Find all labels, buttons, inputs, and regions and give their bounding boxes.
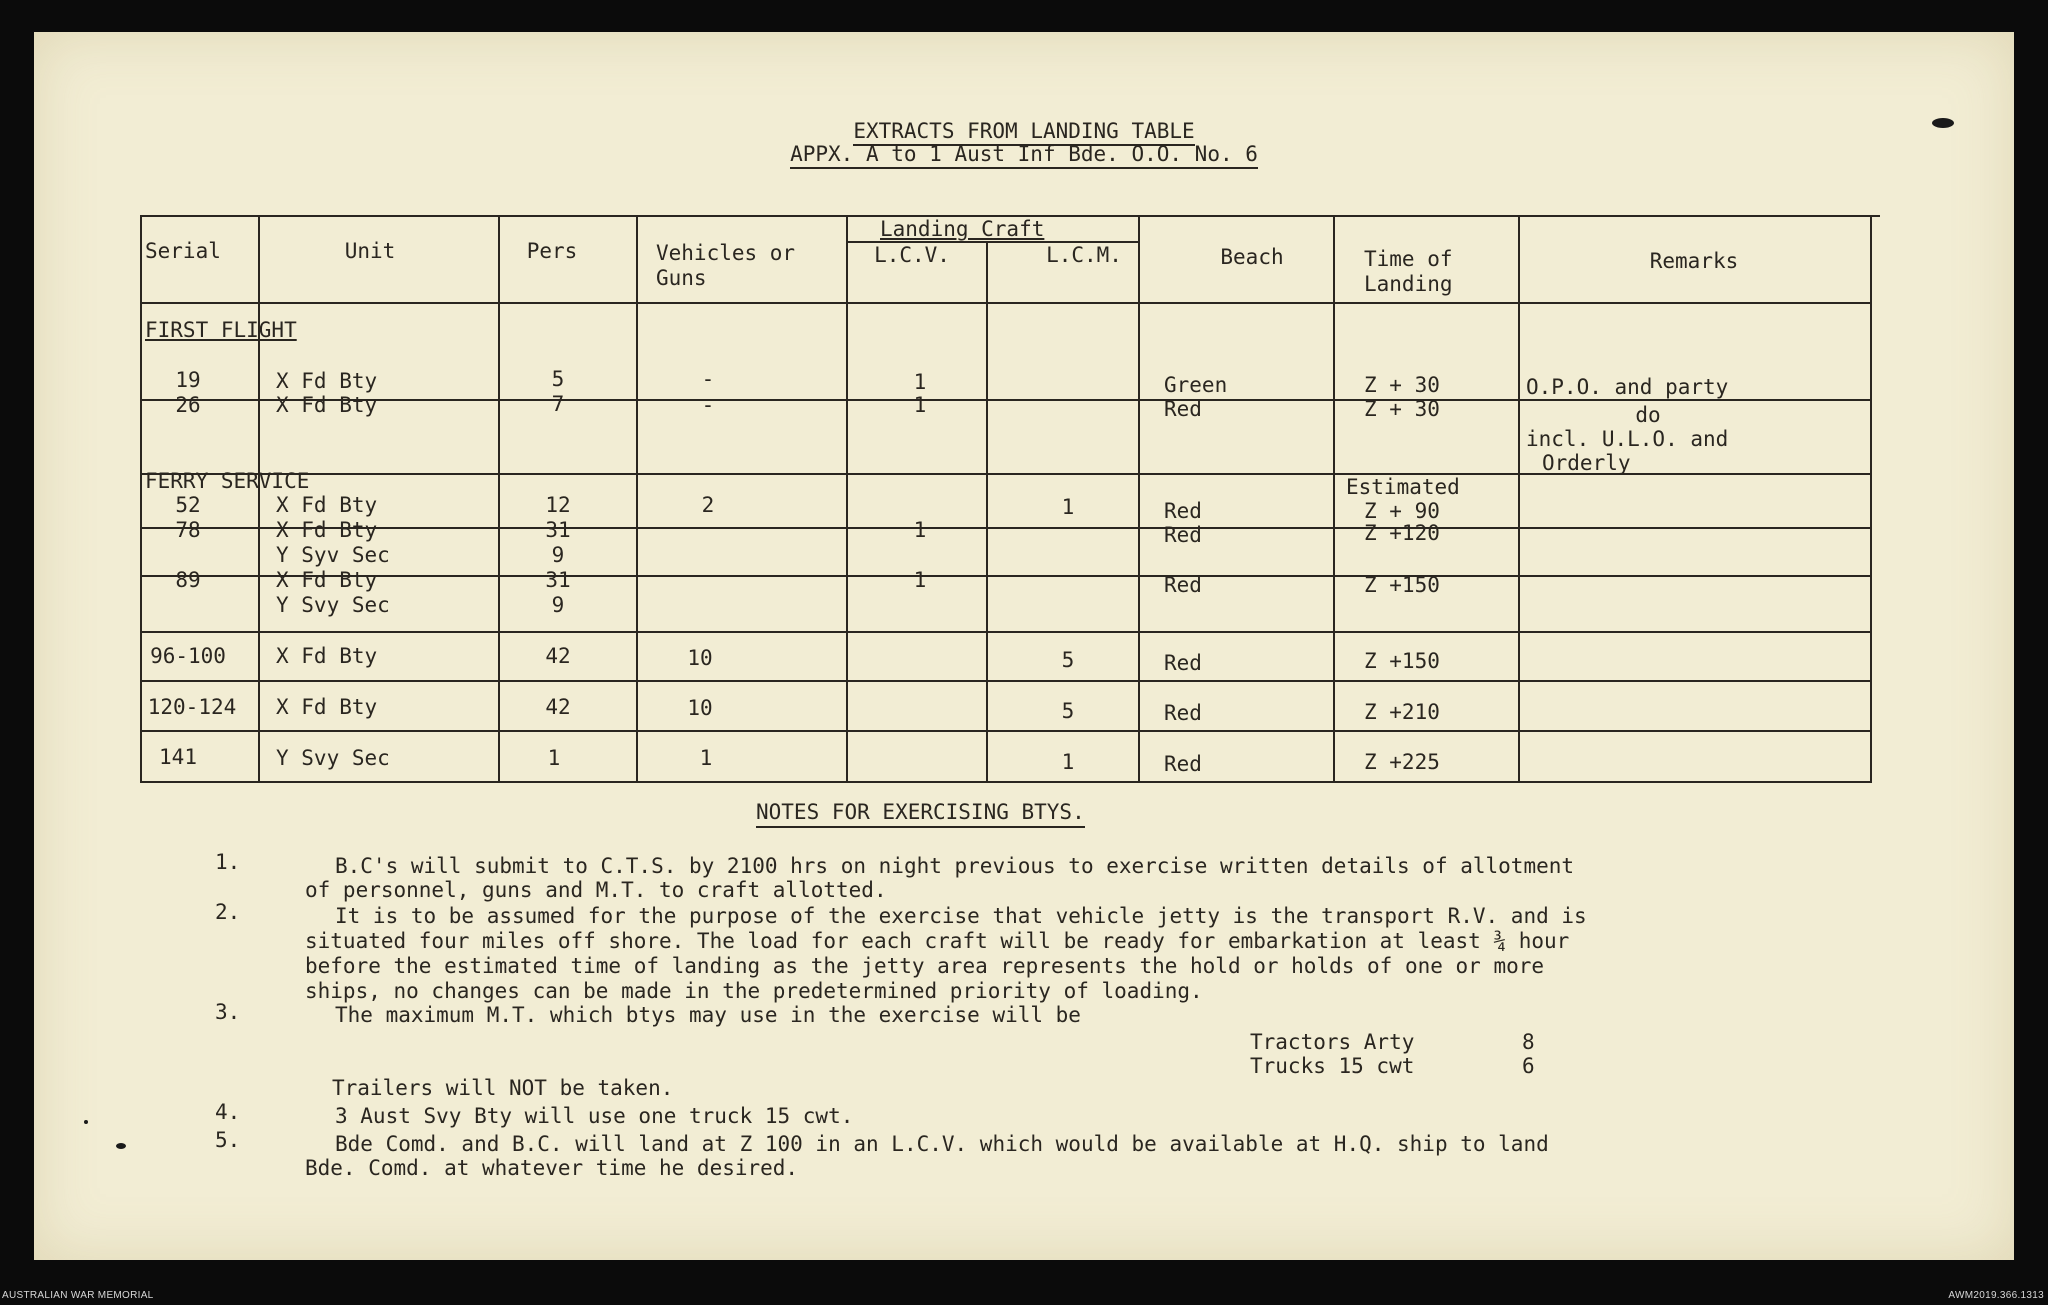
beach-cell: Red: [1164, 499, 1202, 523]
remarks-cell: do: [1635, 403, 1661, 427]
pers-cell: 5: [551, 367, 565, 391]
time-cell: Z +120: [1364, 521, 1440, 545]
vehicles-cell: 10: [687, 696, 713, 720]
notes-heading-text: NOTES FOR EXERCISING BTYS.: [756, 800, 1085, 828]
note-line: of personnel, guns and M.T. to craft allotted.: [305, 878, 887, 902]
pers-cell: 31: [545, 518, 571, 542]
pers-cell: 7: [551, 392, 565, 416]
beach-cell: Red: [1164, 397, 1202, 421]
lcm-cell: 1: [1061, 750, 1075, 774]
note-line: The maximum M.T. which btys may use in the exercise will be: [335, 1003, 1081, 1027]
unit-cell: X Fd Bty: [276, 518, 378, 542]
beach-cell: Red: [1164, 701, 1202, 725]
vehicles-cell: 1: [699, 746, 713, 770]
beach-cell: Red: [1164, 651, 1202, 675]
time-cell: Z +150: [1364, 649, 1440, 673]
remarks-cell: incl. U.L.O. and: [1526, 427, 1729, 451]
vehicles-cell: 10: [687, 646, 713, 670]
lcm-cell: 5: [1061, 648, 1075, 672]
table-rule: [1333, 215, 1335, 783]
landing-craft-label: Landing Craft: [880, 217, 1045, 241]
table-rule: [140, 527, 1870, 529]
header-lcm: L.C.M.: [1046, 243, 1122, 267]
header-vehicles: Vehicles or: [656, 241, 796, 265]
lcv-cell: 1: [913, 370, 927, 394]
pers-cell: 1: [547, 746, 561, 770]
header-landing-craft: [880, 217, 1044, 242]
pers-cell: 9: [551, 593, 565, 617]
note-number: 1.: [215, 850, 241, 874]
note-line: ships, no changes can be made in the predetermined priority of loading.: [305, 979, 1203, 1003]
serial-cell: 96-100: [150, 644, 226, 668]
unit-cell: X Fd Bty: [276, 369, 378, 393]
ink-speck: [84, 1120, 88, 1124]
serial-cell: 78: [175, 518, 201, 542]
note-number: 3.: [215, 1000, 241, 1024]
time-cell: Z +225: [1364, 750, 1440, 774]
table-rule: [140, 680, 1870, 682]
serial-cell: 120-124: [147, 695, 237, 719]
time-cell: Z + 30: [1364, 373, 1440, 397]
note-line: Bde. Comd. at whatever time he desired.: [305, 1156, 799, 1180]
unit-cell: Y Svy Sec: [276, 746, 390, 770]
time-note-cell: Estimated: [1346, 475, 1460, 499]
header-beach: Beach: [1220, 245, 1284, 269]
lcm-cell: 1: [1061, 495, 1075, 519]
table-rule: [140, 215, 142, 783]
vehicles-cell: 2: [701, 493, 715, 517]
notes-heading: [756, 800, 1085, 825]
table-rule: [140, 302, 1870, 304]
unit-cell: X Fd Bty: [276, 644, 378, 668]
unit-cell: X Fd Bty: [276, 695, 378, 719]
unit-cell: Y Syv Sec: [276, 543, 390, 567]
header-time: Time of: [1364, 247, 1453, 271]
table-rule: [498, 215, 500, 783]
serial-cell: 52: [175, 493, 201, 517]
section-ferry-service: FERRY SERVICE: [145, 469, 310, 493]
note-line: before the estimated time of landing as the jetty area represents the hold or holds of one or more: [305, 954, 1545, 978]
lcv-cell: 1: [913, 393, 927, 417]
serial-cell: 89: [175, 568, 201, 592]
subtitle-text: APPX. A to 1 Aust Inf Bde. O.O. No. 6: [790, 142, 1258, 169]
header-lcv: L.C.V.: [874, 243, 950, 267]
header-vehicles-guns: Guns: [656, 266, 707, 290]
lcv-cell: 1: [913, 568, 927, 592]
footer-right: AWM2019.366.1313: [1948, 1290, 2044, 1301]
trucks-value: 6: [1522, 1054, 1535, 1078]
lcv-cell: 1: [913, 518, 927, 542]
remarks-cell: Orderly: [1542, 451, 1631, 475]
vehicles-cell: -: [701, 393, 715, 417]
pers-cell: 31: [545, 568, 571, 592]
note-number: 5.: [215, 1128, 241, 1152]
document-title: [0, 119, 2048, 143]
pers-cell: 42: [545, 695, 571, 719]
note-number: 4.: [215, 1100, 241, 1124]
table-rule: [140, 781, 1870, 783]
note-line: It is to be assumed for the purpose of the exercise that vehicle jetty is the transport R.V. and is: [335, 904, 1587, 928]
note-number: 2.: [215, 900, 241, 924]
serial-cell: 26: [175, 393, 201, 417]
table-rule: [846, 215, 848, 783]
time-cell: Z + 90: [1364, 499, 1440, 523]
unit-cell: X Fd Bty: [276, 393, 378, 417]
table-rule: [140, 631, 1870, 633]
tractors-value: 8: [1522, 1030, 1535, 1054]
note-line: 3 Aust Svy Bty will use one truck 15 cwt.: [335, 1104, 854, 1128]
table-rule: [1870, 215, 1872, 783]
trucks-label: Trucks 15 cwt: [1250, 1054, 1415, 1078]
pers-cell: 9: [551, 543, 565, 567]
note-line: Bde Comd. and B.C. will land at Z 100 in an L.C.V. which would be available at H.Q. ship to land: [335, 1132, 1549, 1156]
title-text: EXTRACTS FROM LANDING TABLE: [853, 119, 1194, 146]
beach-cell: Red: [1164, 573, 1202, 597]
table-rule: [258, 215, 260, 783]
note-line: situated four miles off shore. The load for each craft will be ready for embarkation at least ¾ hour: [305, 929, 1570, 953]
table-rule: [140, 730, 1870, 732]
note-line: Trailers will NOT be taken.: [332, 1076, 674, 1100]
serial-cell: 141: [159, 745, 197, 769]
table-rule: [1518, 215, 1520, 783]
note-line: B.C's will submit to C.T.S. by 2100 hrs on night previous to exercise written details of allotment: [335, 854, 1575, 878]
time-cell: Z +150: [1364, 573, 1440, 597]
unit-cell: X Fd Bty: [276, 493, 378, 517]
table-rule: [140, 575, 1870, 577]
table-rule: [986, 241, 988, 783]
table-rule: [636, 215, 638, 783]
header-remarks: Remarks: [1649, 249, 1739, 273]
tractors-label: Tractors Arty: [1250, 1030, 1415, 1054]
header-time-landing: Landing: [1364, 272, 1453, 296]
table-rule: [1138, 215, 1140, 783]
header-pers: Pers: [526, 239, 578, 263]
pers-cell: 42: [545, 644, 571, 668]
document-subtitle: [0, 142, 2048, 166]
footer-left: AUSTRALIAN WAR MEMORIAL: [2, 1290, 154, 1301]
header-serial: Serial: [145, 239, 221, 263]
beach-cell: Green: [1164, 373, 1228, 397]
beach-cell: Red: [1164, 752, 1202, 776]
lcm-cell: 5: [1061, 699, 1075, 723]
serial-cell: 19: [175, 368, 201, 392]
time-cell: Z +210: [1364, 700, 1440, 724]
time-cell: Z + 30: [1364, 397, 1440, 421]
section-first-flight: FIRST FLIGHT: [145, 318, 297, 342]
unit-cell: Y Svy Sec: [276, 593, 390, 617]
vehicles-cell: -: [701, 367, 715, 391]
beach-cell: Red: [1164, 523, 1202, 547]
landing-table: [140, 215, 1870, 783]
remarks-cell: O.P.O. and party: [1526, 375, 1729, 399]
ink-speck: [116, 1143, 126, 1149]
unit-cell: X Fd Bty: [276, 568, 378, 592]
pers-cell: 12: [545, 493, 571, 517]
header-unit: Unit: [344, 239, 396, 263]
